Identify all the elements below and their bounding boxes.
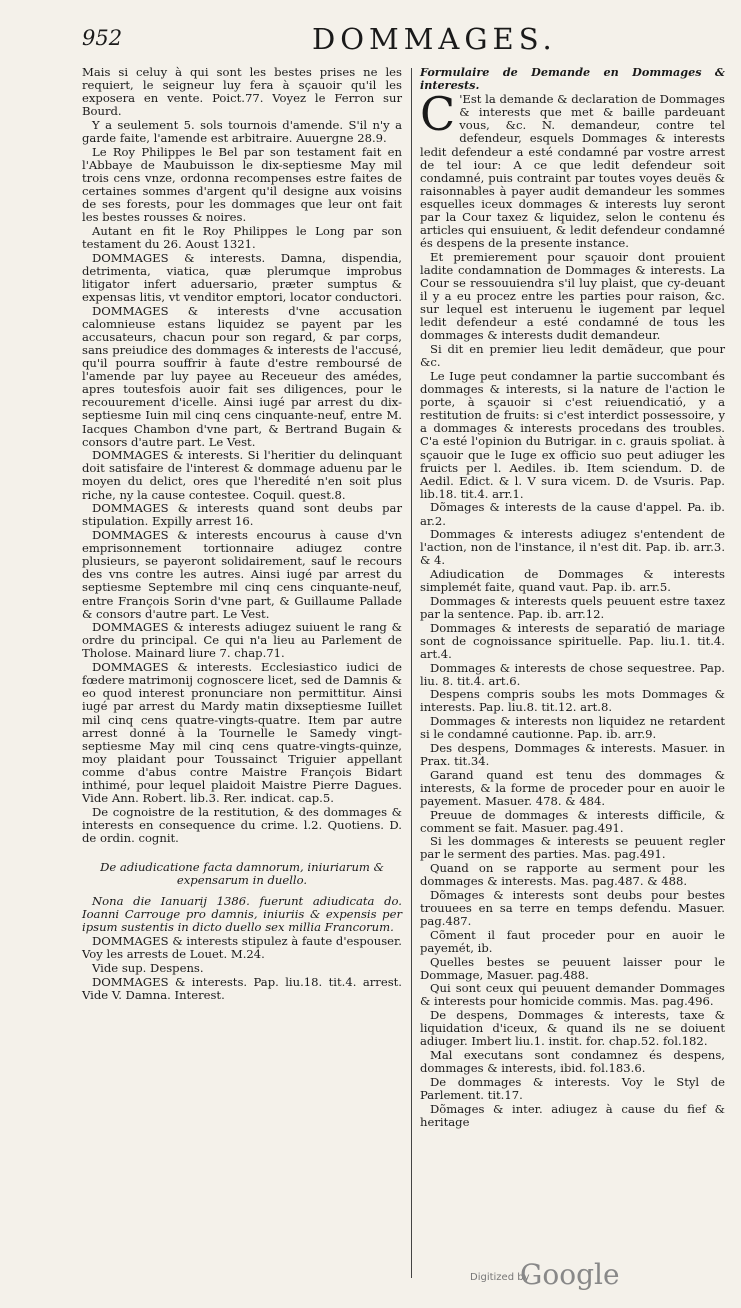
paragraph-text: Dommages & interests de chose sequestree. Pap. liu. 8. tit.4. art.6. bbox=[420, 660, 725, 688]
right-paragraph bbox=[420, 662, 725, 688]
right-paragraph bbox=[420, 1076, 725, 1102]
left-paragraph bbox=[82, 225, 402, 251]
right-paragraph bbox=[420, 956, 725, 982]
left-paragraph bbox=[82, 449, 402, 501]
paragraph-text: DOMMAGES & interests encourus à cause d'vn emprisonnement tortionnaire adiugez contre plusieurs, se payeront solidairement, sauf le recours des vns contre les autres. Ainsi iugé par arrest du septiesme Septembre mil cinq cens cinquante-neuf, entre François Sorin d'vne part, & Guillaume Pallade & consors d'autre part. Le Vest. bbox=[82, 528, 402, 621]
right-paragraph bbox=[420, 568, 725, 594]
paragraph-text: Dommages & interests de separatió de mariage sont de cognoissance spirituelle. Pap. liu.1. tit.4. art.4. bbox=[420, 620, 725, 661]
paragraph-text: Le Roy Philippes le Bel par son testament fait en l'Abbaye de Maubuisson le dix-septiesme May mil trois cens vnze, ordonna recompenses estre faites de certaines sommes d'argent qu'il designe aux voisins de ses forests, pour les dommages que leur ont fait les bestes rousses & noires. bbox=[82, 144, 402, 225]
right-paragraph bbox=[420, 929, 725, 955]
google-watermark bbox=[470, 1260, 720, 1290]
left-paragraph bbox=[82, 146, 402, 225]
paragraph-text: Cõment il faut proceder pour en auoir le payemét, ib. bbox=[420, 927, 725, 955]
right-paragraph bbox=[420, 982, 725, 1008]
right-paragraph bbox=[420, 889, 725, 928]
paragraph-text: DOMMAGES & interests. Damna, dispendia, detrimenta, viatica, quæ plerumque improbus litigator infert aduersario, præter sumptus & expensas litis, vt venditor emptori, locator conductori. bbox=[82, 250, 402, 304]
google-logo: Google bbox=[520, 1258, 620, 1291]
paragraph-text: De cognoistre de la restitution, & des dommages & interests en consequence du crime. l.2. Quotiens. D. de ordin. cognit. bbox=[82, 804, 402, 845]
paragraph-text: De adiudicatione facta damnorum, iniuriarum & expensarum in duello. bbox=[100, 860, 384, 888]
paragraph-text: De dommages & interests. Voy le Styl de Parlement. tit.17. bbox=[420, 1074, 725, 1102]
right-paragraph bbox=[420, 688, 725, 714]
left-paragraph bbox=[82, 66, 402, 118]
left-paragraph bbox=[82, 252, 402, 304]
paragraph-text: De despens, Dommages & interests, taxe & liquidation d'iceux, & quand ils ne se doiuent adiuger. Imbert liu.1. instit. for. chap.52. fol.182. bbox=[420, 1008, 725, 1049]
paragraph-text: Qui sont ceux qui peuuent demander Dommages & interests pour homicide commis. Mas. pag.496. bbox=[420, 981, 725, 1009]
right-paragraph bbox=[420, 862, 725, 888]
paragraph-text: Mal executans sont condamnez és despens, dommages & interests, ibid. fol.183.6. bbox=[420, 1048, 725, 1076]
paragraph-text: Si les dommages & interests se peuuent regler par le serment des parties. Mas. pag.491. bbox=[420, 834, 725, 862]
paragraph-text: Dõmages & interests sont deubs pour bestes trouuees en sa terre en temps defendu. Masuer. pag.487. bbox=[420, 887, 725, 929]
section-heading bbox=[420, 66, 725, 92]
paragraph-text: Dõmages & inter. adiugez à cause du fief & heritage bbox=[420, 1101, 725, 1129]
section-heading bbox=[82, 861, 402, 887]
column-divider bbox=[411, 68, 412, 1278]
right-column bbox=[420, 66, 725, 1129]
right-paragraph bbox=[420, 1009, 725, 1048]
right-paragraph bbox=[420, 501, 725, 527]
right-paragraph bbox=[420, 715, 725, 741]
paragraph-text: Des despens, Dommages & interests. Masuer. in Prax. tit.34. bbox=[420, 740, 725, 768]
running-title: DOMMAGES. bbox=[312, 22, 557, 56]
right-paragraph bbox=[420, 1049, 725, 1075]
paragraph-text: Le Iuge peut condamner la partie succombant és dommages & interests, si la nature de l'action le porte, à sçauoir si c'est reiuendicatió, y a restitution de fruits: si c'est interdict possessoire, y a dommages & interests procedans des troubles. C'a esté l'opinion du Butrigar. in c. grauis spoliat. à sçauoir que le Iuge ex officio suo peut adiuger les fruicts per l. Aediles. ib. Item sciendum. D. de Aedil. Edict. & l. V sura vicem. D. de Vsuris. Pap. lib.18. tit.4. arr.1. bbox=[420, 368, 725, 501]
left-column bbox=[82, 66, 402, 1002]
paragraph-text: Nona die Ianuarij 1386. fuerunt adiudicata do. Ioanni Carrouge pro damnis, iniuriis & expensis per ipsum sustentis in dicto duello sex millia Francorum. bbox=[82, 894, 402, 935]
paragraph-text: Si dit en premier lieu ledit demãdeur, que pour &c. bbox=[420, 342, 725, 370]
left-paragraph bbox=[82, 935, 402, 961]
right-paragraph bbox=[420, 769, 725, 808]
paragraph-text: Dommages & interests adiugez s'entendent de l'action, non de l'instance, il n'est dit. Pap. ib. arr.3. & 4. bbox=[420, 527, 725, 568]
right-paragraph bbox=[420, 528, 725, 567]
paragraph-text: Y a seulement 5. sols tournois d'amende. S'il n'y a garde faite, l'amende est arbitraire. Auuergne 28.9. bbox=[82, 117, 402, 146]
left-paragraph bbox=[82, 895, 402, 934]
paragraph-text: DOMMAGES & interests. Si l'heritier du delinquant doit satisfaire de l'interest & dommage aduenu par le moyen du delict, ores que l'heredité n'en soit plus riche, ny la cause contestee. Coquil. quest.8. bbox=[82, 448, 402, 502]
paragraph-text: Preuue de dommages & interests difficile, & comment se fait. Masuer. pag.491. bbox=[420, 807, 725, 835]
paragraph-text: DOMMAGES & interests. Ecclesiastico iudici de fœdere matrimonij cognoscere licet, sed de Damnis & eo quod interest pronunciare non permittitur. Ainsi iugé par arrest du Mardy matin dixseptiesme Iuillet mil cinq cens quatre-vingts-quatre. Item par autre arrest donné à la Tournelle le Samedy vingt-septiesme May mil cinq cens quatre-vingts-quinze, moy plaidant pour Toussainct Triguier appellant comme d'abus contre Maistre François Bidart inthimé, pour lequel plaidoit Maistre Pierre Dagues. Vide Ann. Robert. lib.3. Rer. indicat. cap.5. bbox=[82, 660, 402, 806]
paragraph-text: Quelles bestes se peuuent laisser pour le Dommage, Masuer. pag.488. bbox=[420, 954, 725, 982]
digitized-by-text: Digitized by bbox=[470, 1272, 530, 1283]
right-paragraph bbox=[420, 835, 725, 861]
right-paragraph bbox=[420, 622, 725, 661]
paragraph-text: Formulaire de Demande en Dommages & interests. bbox=[420, 65, 725, 93]
right-paragraph bbox=[420, 87, 725, 251]
right-paragraph bbox=[420, 251, 725, 343]
right-paragraph bbox=[420, 343, 725, 369]
paragraph-text: DOMMAGES & interests. Pap. liu.18. tit.4. arrest. Vide V. Damna. Interest. bbox=[82, 974, 402, 1002]
paragraph-text: Adiudication de Dommages & interests simplemét faite, quand vaut. Pap. ib. arr.5. bbox=[420, 567, 725, 595]
paragraph-text: Garand quand est tenu des dommages & interests, & la forme de proceder pour en auoir le payement. Masuer. 478. & 484. bbox=[420, 767, 725, 808]
left-paragraph bbox=[82, 962, 402, 975]
paragraph-text: DOMMAGES & interests quand sont deubs par stipulation. Expilly arrest 16. bbox=[82, 501, 402, 529]
paragraph-text: Dõmages & interests de la cause d'appel. Pa. ib. ar.2. bbox=[420, 500, 725, 528]
page-number: 952 bbox=[82, 26, 123, 50]
paragraph-text: Et premierement pour sçauoir dont prouient ladite condamnation de Dommages & interests. La Cour se ressouuiendra s'il luy plaist, que cy-deuant il y a eu procez entre les parties pour raison, &c. sur lequel est interuenu le iugement par lequel ledit defendeur a esté condamné de tous les dommages & interests dudit demandeur. bbox=[420, 249, 725, 343]
right-paragraph bbox=[420, 1103, 725, 1129]
left-paragraph bbox=[82, 806, 402, 845]
left-paragraph bbox=[82, 305, 402, 449]
right-paragraph bbox=[420, 742, 725, 768]
drop-capital: C bbox=[420, 87, 456, 142]
paragraph-text: Vide sup. Despens. bbox=[92, 960, 204, 975]
left-paragraph bbox=[82, 661, 402, 805]
paragraph-text: Mais si celuy à qui sont les bestes prises ne les requiert, le seigneur luy fera à sçauoir qu'il les exposera en vente. Poict.77. Voyez le Ferron sur Bourd. bbox=[82, 65, 402, 119]
paragraph-text: Quand on se rapporte au serment pour les dommages & interests. Mas. pag.487. & 488. bbox=[420, 861, 725, 889]
right-paragraph bbox=[420, 595, 725, 621]
paragraph-text: 'Est la demande & declaration de Dommages & interests que met & baille pardeuant vous, &c. N. demandeur, contre tel defendeur, esquels Dommages & interests ledit defendeur a esté condamné par vostre arrest de tel iour: A ce que ledit defendeur soit condamné, puis contraint par toutes voyes deuës & raisonnables à payer audit demandeur les sommes esquelles iceux dommages & interests luy seront par la Cour taxez & liquidez, selon le contenu és articles qui ensuiuent, & ledit defendeur condamné és despens de la presente instance. bbox=[420, 92, 725, 251]
right-paragraph bbox=[420, 370, 725, 501]
paragraph-text: Autant en fit le Roy Philippes le Long par son testament du 26. Aoust 1321. bbox=[82, 223, 402, 251]
right-paragraph bbox=[420, 809, 725, 835]
left-paragraph bbox=[82, 976, 402, 1002]
left-paragraph bbox=[82, 621, 402, 660]
paragraph-text: DOMMAGES & interests stipulez à faute d'espouser. Voy les arrests de Louet. M.24. bbox=[82, 934, 402, 962]
paragraph-text: DOMMAGES & interests adiugez suiuent le rang & ordre du principal. Ce qui n'a lieu au Parlement de Tholose. Mainard liure 7. chap.71. bbox=[82, 620, 402, 661]
paragraph-text: Dommages & interests quels peuuent estre taxez par la sentence. Pap. ib. arr.12. bbox=[420, 593, 725, 621]
paragraph-text: DOMMAGES & interests d'vne accusation calomnieuse estans liquidez se payent par les accusateurs, chacun pour son regard, & par corps, sans preiudice des dommages & interests de l'accusé, qu'il pourra souffrir à faute d'estre remboursé de l'amende par luy payee au Receueur des amédes, apres toutesfois auoir fait ses diligences, pour le recouurement d'icelle. Ainsi iugé par arrest du dix-septiesme Iuin mil cinq cens cinquante-neuf, entre M. Iacques Chambon d'vne part, & Bertrand Bugain & consors d'autre part. Le Vest. bbox=[82, 303, 402, 449]
left-paragraph bbox=[82, 119, 402, 145]
page-header bbox=[82, 22, 722, 60]
paragraph-text: Despens compris soubs les mots Dommages & interests. Pap. liu.8. tit.12. art.8. bbox=[420, 687, 725, 715]
paragraph-text: Dommages & interests non liquidez ne retardent si le condamné cautionne. Pap. ib. arr.9. bbox=[420, 714, 725, 742]
left-paragraph bbox=[82, 502, 402, 528]
left-paragraph bbox=[82, 529, 402, 621]
